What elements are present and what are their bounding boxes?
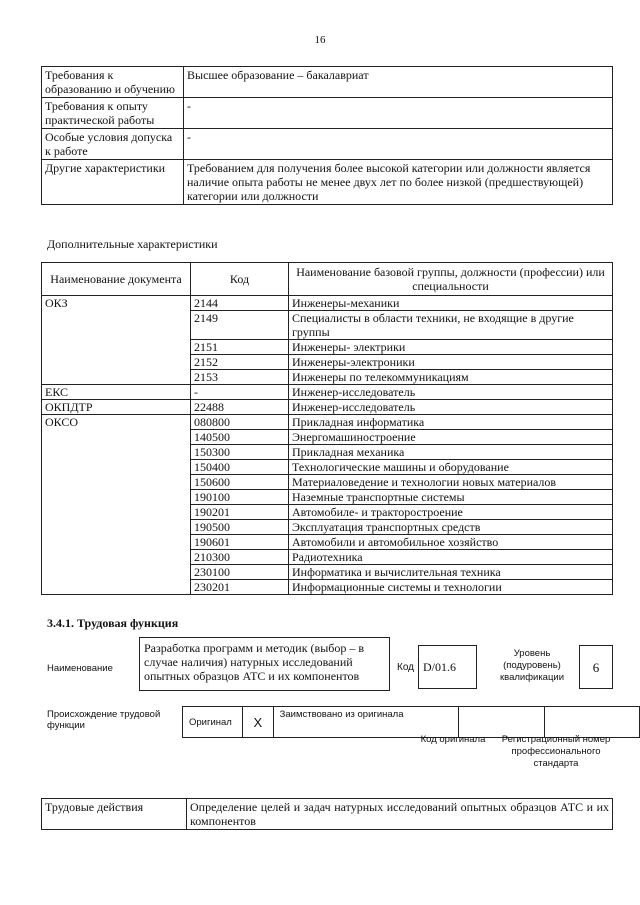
cell-doc: [42, 565, 191, 580]
cell-doc: [42, 580, 191, 595]
table-row: [42, 370, 613, 385]
cell-name: Инженеры по телекоммуникациям: [289, 370, 613, 385]
cell-name: Наземные транспортные системы: [289, 490, 613, 505]
cell-code: 190201: [191, 505, 289, 520]
requirement-value: -: [184, 98, 613, 129]
table-row: [42, 340, 613, 355]
cell-code: 230100: [191, 565, 289, 580]
level-value: 6: [579, 645, 613, 689]
cell-name: Инженеры- электрики: [289, 340, 613, 355]
cell-code: 190100: [191, 490, 289, 505]
requirements-table: [41, 66, 613, 205]
cell-code: 190601: [191, 535, 289, 550]
cell-name: Информационные системы и технологии: [289, 580, 613, 595]
cell-code: 190500: [191, 520, 289, 535]
cell-doc: ОКПДТР: [42, 400, 191, 415]
cell-doc: [42, 355, 191, 370]
table-row: [42, 550, 613, 565]
table-row: [42, 520, 613, 535]
cell-name: Энергомашиностроение: [289, 430, 613, 445]
cell-code: 2149: [191, 311, 289, 340]
borrowed-label: Заимствовано из оригинала: [273, 707, 458, 738]
actions-table: [41, 798, 613, 830]
code-label: Код: [397, 662, 415, 673]
table-row: [42, 385, 613, 400]
table-row: [42, 430, 613, 445]
table-row: [42, 355, 613, 370]
code-original-cell: [458, 707, 544, 738]
table-row: [42, 799, 613, 830]
cell-name: Технологические машины и оборудование: [289, 460, 613, 475]
table-row: [42, 565, 613, 580]
cell-code: 140500: [191, 430, 289, 445]
table-row: [42, 505, 613, 520]
cell-name: Автомобили и автомобильное хозяйство: [289, 535, 613, 550]
cell-name: Радиотехника: [289, 550, 613, 565]
cell-code: 230201: [191, 580, 289, 595]
cell-code: 080800: [191, 415, 289, 430]
cell-doc: [42, 445, 191, 460]
header-doc: Наименование документа: [42, 263, 191, 296]
header-code: Код: [191, 263, 289, 296]
table-row: [42, 400, 613, 415]
table-row: [42, 415, 613, 430]
cell-doc: [42, 550, 191, 565]
cell-doc: [42, 460, 191, 475]
table-row: [42, 129, 613, 160]
cell-name: Инженер-исследователь: [289, 385, 613, 400]
cell-code: 2152: [191, 355, 289, 370]
cell-doc: [42, 520, 191, 535]
requirement-label: Другие характеристики: [42, 160, 184, 205]
actions-label: Трудовые действия: [42, 799, 187, 830]
table-row: [42, 460, 613, 475]
table-row: [42, 98, 613, 129]
function-code-value: D/01.6: [418, 645, 477, 689]
table-row: [42, 445, 613, 460]
cell-code: 150300: [191, 445, 289, 460]
cell-doc: [42, 340, 191, 355]
requirement-value: Высшее образование – бакалавриат: [184, 67, 613, 98]
reg-number-label: Регистрационный номер профессионального стандарта: [501, 734, 611, 769]
cell-doc: ОКСО: [42, 415, 191, 430]
cell-code: 150600: [191, 475, 289, 490]
table-row: [42, 67, 613, 98]
cell-doc: [42, 475, 191, 490]
reg-number-cell: [544, 707, 639, 738]
requirement-value: -: [184, 129, 613, 160]
table-row: [42, 475, 613, 490]
actions-value: Определение целей и задач натурных исследований опытных образцов АТС и их компонентов: [187, 799, 613, 830]
cell-doc: [42, 370, 191, 385]
cell-name: Инженер-исследователь: [289, 400, 613, 415]
original-label: Оригинал: [183, 707, 243, 738]
cell-doc: ОКЗ: [42, 296, 191, 311]
original-mark: X: [242, 707, 273, 738]
table-row: [42, 311, 613, 340]
code-original-label: Код оригинала: [420, 734, 486, 745]
cell-doc: [42, 430, 191, 445]
cell-doc: [42, 535, 191, 550]
name-label: Наименование: [47, 663, 113, 674]
requirement-value: Требованием для получения более высокой категории или должности является наличие опыта работы не менее двух лет по более низкой (предшествующей) категории или должности: [184, 160, 613, 205]
table-row: [42, 160, 613, 205]
cell-name: Материаловедение и технологии новых материалов: [289, 475, 613, 490]
cell-doc: ЕКС: [42, 385, 191, 400]
additional-characteristics-title: Дополнительные характеристики: [47, 237, 218, 251]
cell-name: Информатика и вычислительная техника: [289, 565, 613, 580]
cell-code: 210300: [191, 550, 289, 565]
cell-doc: [42, 505, 191, 520]
header-name: Наименование базовой группы, должности (профессии) или специальности: [289, 263, 613, 296]
cell-name: Инженеры-механики: [289, 296, 613, 311]
cell-name: Прикладная информатика: [289, 415, 613, 430]
cell-doc: [42, 490, 191, 505]
section-title: 3.4.1. Трудовая функция: [47, 616, 179, 630]
cell-name: Инженеры-электроники: [289, 355, 613, 370]
table-header-row: [42, 263, 613, 296]
table-row: [42, 490, 613, 505]
cell-code: -: [191, 385, 289, 400]
cell-code: 22488: [191, 400, 289, 415]
requirement-label: Особые условия допуска к работе: [42, 129, 184, 160]
cell-code: 2151: [191, 340, 289, 355]
table-row: [42, 535, 613, 550]
additional-characteristics-table: [41, 262, 613, 595]
requirement-label: Требования к опыту практической работы: [42, 98, 184, 129]
cell-code: 2144: [191, 296, 289, 311]
requirement-label: Требования к образованию и обучению: [42, 67, 184, 98]
cell-code: 2153: [191, 370, 289, 385]
cell-name: Прикладная механика: [289, 445, 613, 460]
cell-code: 150400: [191, 460, 289, 475]
cell-name: Эксплуатация транспортных средств: [289, 520, 613, 535]
cell-name: Специалисты в области техники, не входящие в другие группы: [289, 311, 613, 340]
origin-label: Происхождение трудовой функции: [47, 709, 161, 731]
function-name-value: Разработка программ и методик (выбор – в случае наличия) натурных исследований опытных образцов АТС и их компонентов: [139, 637, 390, 691]
page-number: 16: [314, 34, 326, 46]
table-row: [42, 296, 613, 311]
level-label: Уровень (подуровень) квалификации: [499, 648, 565, 683]
cell-name: Автомобиле- и тракторостроение: [289, 505, 613, 520]
cell-doc: [42, 311, 191, 340]
table-row: [42, 580, 613, 595]
